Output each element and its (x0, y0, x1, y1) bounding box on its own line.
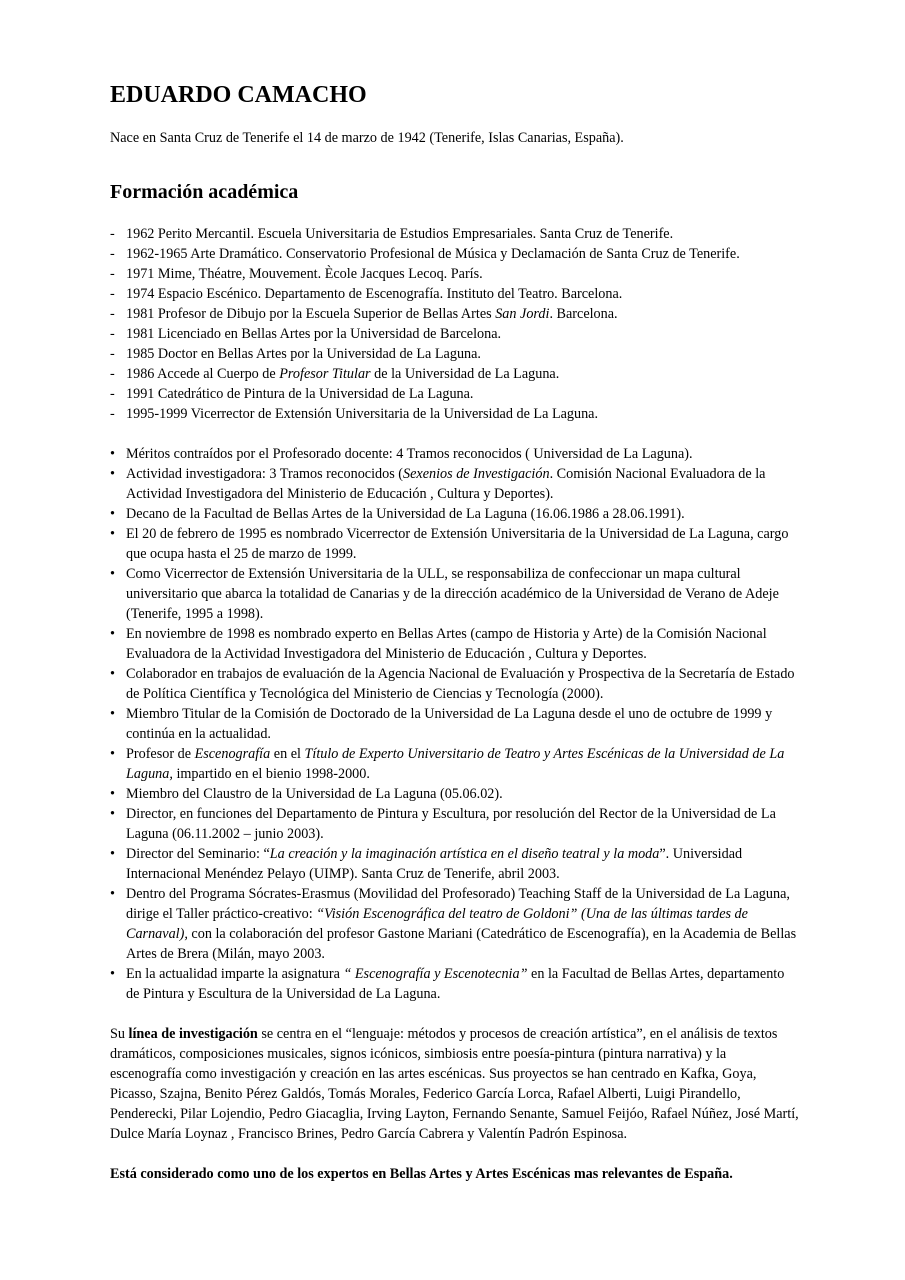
formacion-item-text: 1995-1999 Vicerrector de Extensión Universitaria de la Universidad de La Laguna. (126, 406, 599, 422)
merito-item-marker: • (110, 526, 115, 542)
formacion-item (110, 344, 800, 364)
formacion-item (110, 324, 800, 344)
merito-item-text: La creación y la imaginación artística en el diseño teatral y la moda (269, 846, 660, 862)
merito-item-text: en la Facultad de Bellas Artes, departamento de Pintura y Escultura de la Universidad de La Laguna. (126, 966, 785, 1002)
merito-item-text: En la actualidad imparte la asignatura (126, 966, 344, 982)
formacion-item (110, 304, 800, 324)
merito-item (110, 504, 800, 524)
formacion-item-text: 1985 Doctor en Bellas Artes por la Universidad de La Laguna. (126, 346, 481, 362)
merito-item-text: El 20 de febrero de 1995 es nombrado Vicerrector de Extensión Universitaria de la Universidad de La Laguna, cargo que ocupa hasta el 25 de marzo de 1999. (126, 526, 789, 562)
formacion-item (110, 404, 800, 424)
research-text: se centra en el “lenguaje: métodos y procesos de creación artística”, en el análisis de textos dramáticos, composiciones musicales, signos icónicos, simbiosis entre poesía-pintura (pintura narrativa) y la escenografía como investigación y creación en las artes escénicas. Sus proyectos se han centrado en Kafka, Goya, Picasso, Szajna, Benito Pérez Galdós, Tomás Morales, Federico García Lorca, Rafael Alberti, Luigi Pirandello, Penderecki, Pilar Lojendio, Pedro Giacaglia, Irving Layton, Fernando Senante, Samuel Feijóo, Rafael Núñez, José Martí, Dulce María Loynaz , Francisco Brines, Pedro García Cabrera y Valentín Padrón Espinosa. (110, 1026, 799, 1142)
merito-item-text: . Comisión Nacional Evaluadora de la Actividad Investigadora del Ministerio de Educación , Cultura y Deportes). (126, 466, 766, 502)
formacion-item-text: 1981 Profesor de Dibujo por la Escuela Superior de Bellas Artes (126, 306, 496, 322)
merito-item-marker: • (110, 506, 115, 522)
formacion-item-text: 1991 Catedrático de Pintura de la Universidad de La Laguna. (126, 386, 474, 402)
formacion-item-marker: - (110, 326, 115, 342)
conclusion-paragraph: Está considerado como uno de los expertos en Bellas Artes y Artes Escénicas mas relevantes de España. (110, 1166, 733, 1182)
formacion-item (110, 384, 800, 404)
formacion-item-marker: - (110, 246, 115, 262)
merito-item (110, 804, 800, 844)
merito-item (110, 704, 800, 744)
formacion-item (110, 284, 800, 304)
merito-item-text: Director, en funciones del Departamento de Pintura y Escultura, por resolución del Rector de la Universidad de La Laguna (06.11.2002 – junio 2003). (126, 806, 776, 842)
merito-item-text: en el (270, 746, 305, 762)
merito-item-marker: • (110, 626, 115, 642)
merito-item-marker: • (110, 846, 115, 862)
formacion-item-marker: - (110, 346, 115, 362)
merito-item-marker: • (110, 786, 115, 802)
merito-item-marker: • (110, 886, 115, 902)
merito-item-text: Decano de la Facultad de Bellas Artes de la Universidad de La Laguna (16.06.1986 a 28.06.1991). (126, 506, 685, 522)
formacion-item (110, 364, 800, 384)
merito-item-text: Título de Experto Universitario de Teatro y Artes Escénicas de la Universidad de La Laguna, (126, 746, 785, 782)
merito-item-text: Dentro del Programa Sócrates-Erasmus (Movilidad del Profesorado) Teaching Staff de la Universidad de La Laguna, dirige el Taller práctico-creativo: (126, 886, 790, 922)
merito-item-text: con la colaboración del profesor Gastone Mariani (Catedrático de Escenografía), en la Academia de Bellas Artes de Brera (Milán, mayo 2003. (126, 926, 797, 962)
merito-item-marker: • (110, 666, 115, 682)
document-page (110, 80, 800, 1184)
merito-item-text: Profesor de (126, 746, 195, 762)
merito-item-text: Actividad investigadora: 3 Tramos reconocidos ( (126, 466, 404, 482)
merito-item (110, 784, 800, 804)
formacion-item-text: 1962-1965 Arte Dramático. Conservatorio Profesional de Música y Declamación de Santa Cruz de Tenerife. (126, 246, 740, 262)
merito-item (110, 464, 800, 504)
merito-item-marker: • (110, 966, 115, 982)
formacion-item (110, 264, 800, 284)
formacion-item-text: 1986 Accede al Cuerpo de (126, 366, 280, 382)
merito-item-text: Director del Seminario: “ (126, 846, 270, 862)
merito-item-marker: • (110, 446, 115, 462)
formacion-item-text: San Jordi (495, 306, 550, 322)
formacion-item-marker: - (110, 366, 115, 382)
meritos-list (110, 444, 800, 1004)
merito-item-marker: • (110, 706, 115, 722)
merito-item-marker: • (110, 746, 115, 762)
research-bold-term: línea de investigación (128, 1026, 258, 1042)
formacion-item-marker: - (110, 306, 115, 322)
merito-item-text: Como Vicerrector de Extensión Universitaria de la ULL, se responsabiliza de confeccionar un mapa cultural universitario que abarca la totalidad de Canarias y de la dirección académico de la Universidad de Verano de Adeje (Tenerife, 1995 a 1998). (126, 566, 779, 622)
page-title: EDUARDO CAMACHO (110, 82, 367, 108)
merito-item (110, 564, 800, 624)
formacion-item-marker: - (110, 406, 115, 422)
intro-paragraph: Nace en Santa Cruz de Tenerife el 14 de marzo de 1942 (Tenerife, Islas Canarias, España). (110, 130, 624, 146)
formacion-item-marker: - (110, 386, 115, 402)
formacion-item-text: 1971 Mime, Théatre, Mouvement. Ècole Jacques Lecoq. París. (126, 266, 483, 282)
merito-item-text: Miembro Titular de la Comisión de Doctorado de la Universidad de La Laguna desde el uno de octubre de 1999 y continúa en la actualidad. (126, 706, 773, 742)
merito-item-text: Colaborador en trabajos de evaluación de la Agencia Nacional de Evaluación y Prospectiva de la Secretaría de Estado de Política Científica y Tecnológica del Ministerio de Ciencias y Tecnología (2000). (126, 666, 795, 702)
merito-item-text: ”. Universidad Internacional Menéndez Pelayo (UIMP). Santa Cruz de Tenerife, abril 2003. (126, 846, 743, 882)
merito-item-text: impartido en el bienio 1998-2000. (172, 766, 370, 782)
merito-item-text: Miembro del Claustro de la Universidad de La Laguna (05.06.02). (126, 786, 503, 802)
merito-item-marker: • (110, 466, 115, 482)
formacion-item-marker: - (110, 286, 115, 302)
formacion-item-text: 1974 Espacio Escénico. Departamento de Escenografía. Instituto del Teatro. Barcelona. (126, 286, 623, 302)
formacion-item-text: 1962 Perito Mercantil. Escuela Universitaria de Estudios Empresariales. Santa Cruz de Tenerife. (126, 226, 674, 242)
merito-item-text: En noviembre de 1998 es nombrado experto en Bellas Artes (campo de Historia y Arte) de la Comisión Nacional Evaluadora de la Actividad Investigadora del Ministerio de Educación , Cultura y Deportes. (126, 626, 767, 662)
section-heading-formacion: Formación académica (110, 181, 299, 203)
formacion-item (110, 244, 800, 264)
formacion-item-text: 1981 Licenciado en Bellas Artes por la Universidad de Barcelona. (126, 326, 502, 342)
formacion-item-text: . Barcelona. (549, 306, 618, 322)
merito-item (110, 964, 800, 1004)
merito-item (110, 624, 800, 664)
merito-item-marker: • (110, 806, 115, 822)
merito-item (110, 884, 800, 964)
merito-item (110, 844, 800, 884)
formacion-item (110, 224, 800, 244)
merito-item (110, 664, 800, 704)
merito-item (110, 444, 800, 464)
research-prefix: Su (110, 1026, 129, 1042)
research-paragraph (110, 1024, 800, 1144)
merito-item-text: “Visión Escenográfica del teatro de Goldoni” (Una de las últimas tardes de Carnaval), (126, 906, 748, 942)
formacion-item-marker: - (110, 226, 115, 242)
merito-item-text: Escenografía (194, 746, 271, 762)
merito-item-text: Méritos contraídos por el Profesorado docente: 4 Tramos reconocidos ( Universidad de La Laguna). (126, 446, 693, 462)
merito-item (110, 524, 800, 564)
formacion-item-text: Profesor Titular (279, 366, 371, 382)
merito-item-text: Sexenios de Investigación (403, 466, 550, 482)
merito-item-marker: • (110, 566, 115, 582)
formacion-item-marker: - (110, 266, 115, 282)
merito-item-text: “ Escenografía y Escenotecnia” (343, 966, 528, 982)
merito-item (110, 744, 800, 784)
formacion-item-text: de la Universidad de La Laguna. (370, 366, 560, 382)
formacion-list (110, 224, 800, 424)
